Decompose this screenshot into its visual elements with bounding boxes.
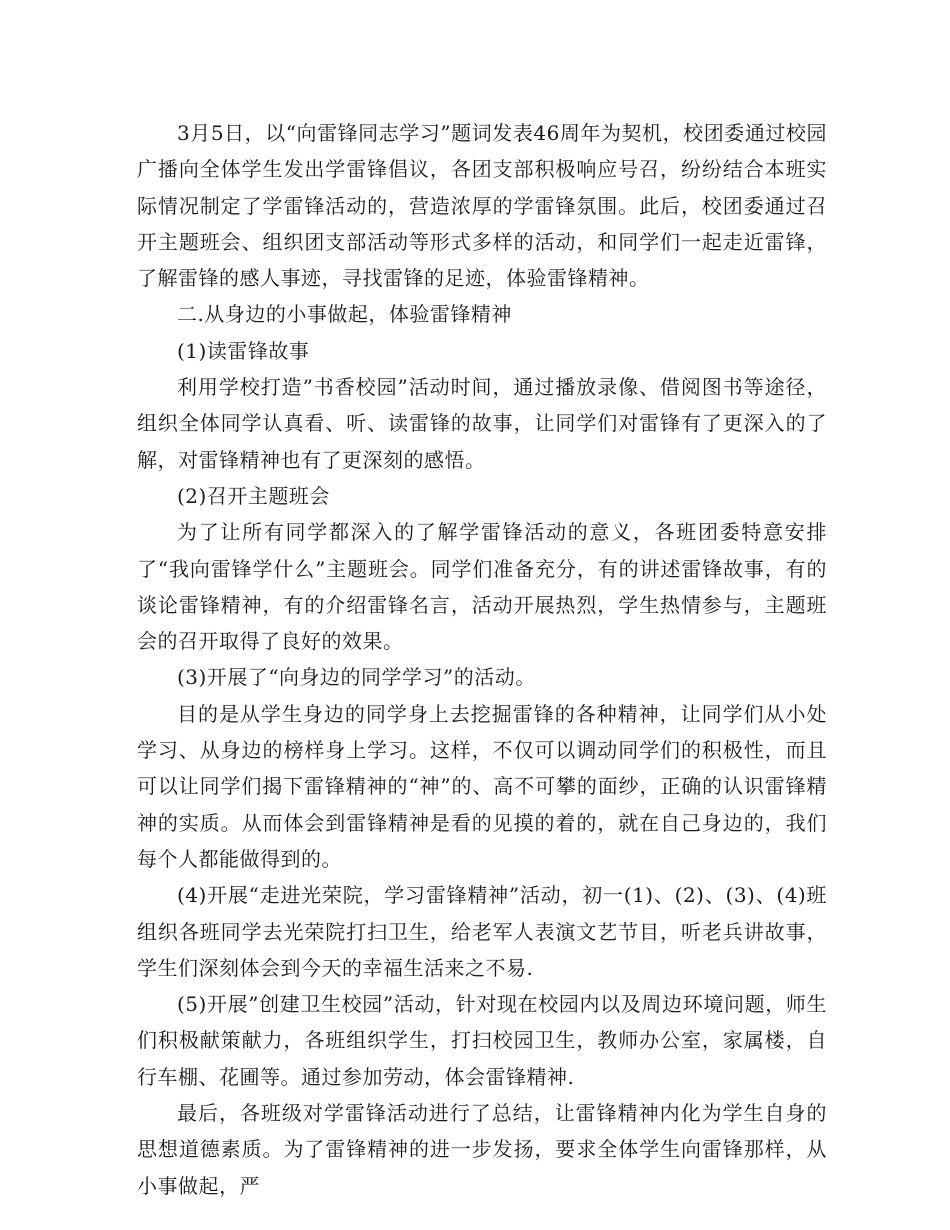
paragraph-summary: 最后，各班级对学雷锋活动进行了总结，让雷锋精神内化为学生自身的思想道德素质。为了雷锋精神的进一步发扬，要求全体学生向雷锋那样，从小事做起，严 [137,1101,827,1198]
paragraph-intro: 3月5日，以“向雷锋同志学习”题词发表46周年为契机，校团委通过校园广播向全体学生发出学雷锋倡议，各团支部积极响应号召，纷纷结合本班实际情况制定了学雷锋活动的，营造浓厚的学雷锋氛围。此后，校团委通过召开主题班会、组织团支部活动等形式多样的活动，和同学们一起走近雷锋，了解雷锋的感人事迹，寻找雷锋的足迹，体验雷锋精神。 [137,121,827,291]
subheading-1: (1)读雷锋故事 [177,338,310,363]
paragraph-clean-campus: (5)开展”创建卫生校园”活动，针对现在校园内以及周边环境问题，师生们积极献策献力，各班组织学生，打扫校园卫生，教师办公室，家属楼，自行车棚、花圃等。通过参加劳动，体会雷锋精神. [137,992,827,1089]
subheading-3: (3)开展了“向身边的同学学习”的活动。 [177,665,536,690]
paragraph-class-meeting: 为了让所有同学都深入的了解学雷锋活动的意义，各班团委特意安排了“我向雷锋学什么”主题班会。同学们准备充分，有的讲述雷锋故事，有的谈论雷锋精神，有的介绍雷锋名言，活动开展热烈，学生热情参与，主题班会的召开取得了良好的效果。 [137,520,827,654]
paragraph-honor-home: (4)开展“走进光荣院，学习雷锋精神”活动，初一(1)、(2)、(3)、(4)班组织各班同学去光荣院打扫卫生，给老军人表演文艺节目，听老兵讲故事，学生们深刻体会到今天的幸福生活来之不易. [137,883,827,980]
section-heading-2: 二.从身边的小事做起，体验雷锋精神 [177,302,512,327]
subheading-2: (2)召开主题班会 [177,483,330,508]
paragraph-learn-from-peers: 目的是从学生身边的同学身上去挖掘雷锋的各种精神，让同学们从小处学习、从身边的榜样身上学习。这样，不仅可以调动同学们的积极性，而且可以让同学们揭下雷锋精神的“神”的、高不可攀的面纱，正确的认识雷锋精神的实质。从而体会到雷锋精神是看的见摸的着的，就在自己身边的，我们每个人都能做得到的。 [137,701,827,871]
document-body [137,115,827,1204]
paragraph-read-stories: 利用学校打造”书香校园”活动时间，通过播放录像、借阅图书等途径，组织全体同学认真看、听、读雷锋的故事，让同学们对雷锋有了更深入的了解，对雷锋精神也有了更深刻的感悟。 [137,375,827,472]
